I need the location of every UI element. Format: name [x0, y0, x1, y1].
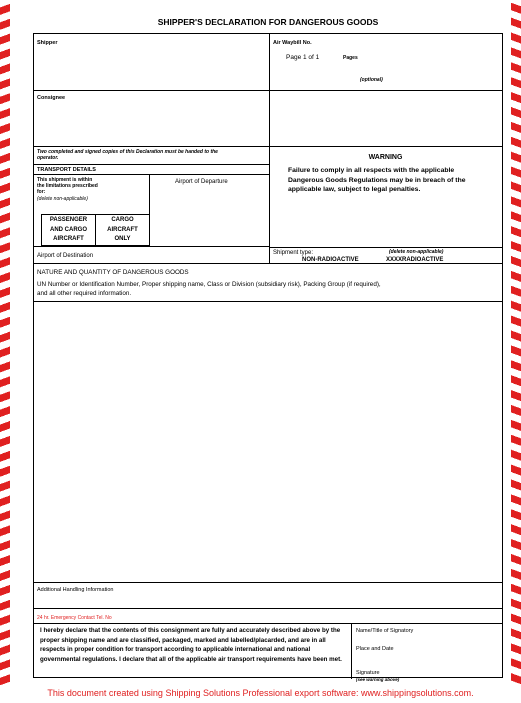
shipment-type-label: Shipment type: [273, 250, 314, 256]
nature-heading: NATURE AND QUANTITY OF DANGEROUS GOODS [37, 269, 189, 276]
shipment-delete-note: (delete non-applicable) [389, 249, 444, 255]
consignee-label: Consignee [37, 95, 66, 101]
place-date-label: Place and Date [356, 646, 394, 652]
top-divider [269, 34, 270, 263]
cargo-only-option[interactable]: CARGO AIRCRAFT ONLY [107, 217, 138, 242]
emergency-contact-label: 24 hr. Emergency Contact Tel. No [37, 615, 112, 621]
right-hazard-stripe [511, 0, 521, 688]
name-title-label: Name/Title of Signatory [356, 628, 414, 634]
optional-note: (optional) [360, 77, 383, 83]
warning-text: Failure to comply in all respects with the applicable Dangerous Goods Regulations may be in breach of the applicable law, subject to legal penalties. [288, 167, 466, 193]
departure-label: Airport of Departure [175, 179, 228, 185]
left-hazard-stripe [0, 0, 10, 688]
page-title: SHIPPER'S DECLARATION FOR DANGEROUS GOODS [157, 17, 379, 27]
copies-note: Two completed and signed copies of this Declaration must be handed to the operator. [37, 149, 218, 161]
nature-line2: and all other required information. [37, 290, 132, 297]
nature-line1: UN Number or Identification Number, Proper shipping name, Class or Division (subsidiary risk), Packing Group (if required), [37, 281, 381, 288]
additional-handling-field[interactable] [34, 594, 502, 606]
declaration-text: I hereby declare that the contents of this consignment are fully and accurately described above by the proper shipping name and are classified, packaged, marked and labelled/placarded, and are in all respects in proper condition for transport according to applicable international and national governmental regulations. I declare that all of the applicable air transport requirements have been met. [40, 627, 342, 663]
passenger-cargo-option[interactable]: PASSENGER AND CARGO AIRCRAFT [49, 217, 88, 242]
limits-text: This shipment is within the limitations prescribed for: (delete non-applicable) [37, 177, 98, 202]
declaration-form [33, 33, 503, 682]
awb-label: Air Waybill No. [273, 40, 312, 46]
transport-heading: TRANSPORT DETAILS [37, 167, 96, 173]
departure-field[interactable] [150, 186, 268, 244]
destination-label: Airport of Destination [37, 253, 94, 259]
footer-notice: This document created using Shipping Solutions Professional export software: www.shippingsolutions.com. [47, 688, 474, 698]
shipper-field[interactable] [34, 48, 269, 88]
additional-handling-label: Additional Handling Information [37, 587, 114, 593]
consignee-field[interactable] [34, 104, 269, 144]
page-count: Page 1 of 1 [286, 54, 320, 61]
non-radioactive-option[interactable]: NON-RADIOACTIVE [302, 257, 359, 263]
signature-label: Signature [356, 670, 380, 676]
pages-label: Pages [343, 55, 358, 61]
warning-heading: WARNING [368, 154, 403, 161]
goods-entry-area[interactable] [34, 302, 502, 581]
radioactive-option[interactable]: XXXXRADIOACTIVE [386, 257, 444, 263]
see-warning-note: (see warning above) [356, 677, 400, 682]
shipper-label: Shipper [37, 40, 58, 46]
